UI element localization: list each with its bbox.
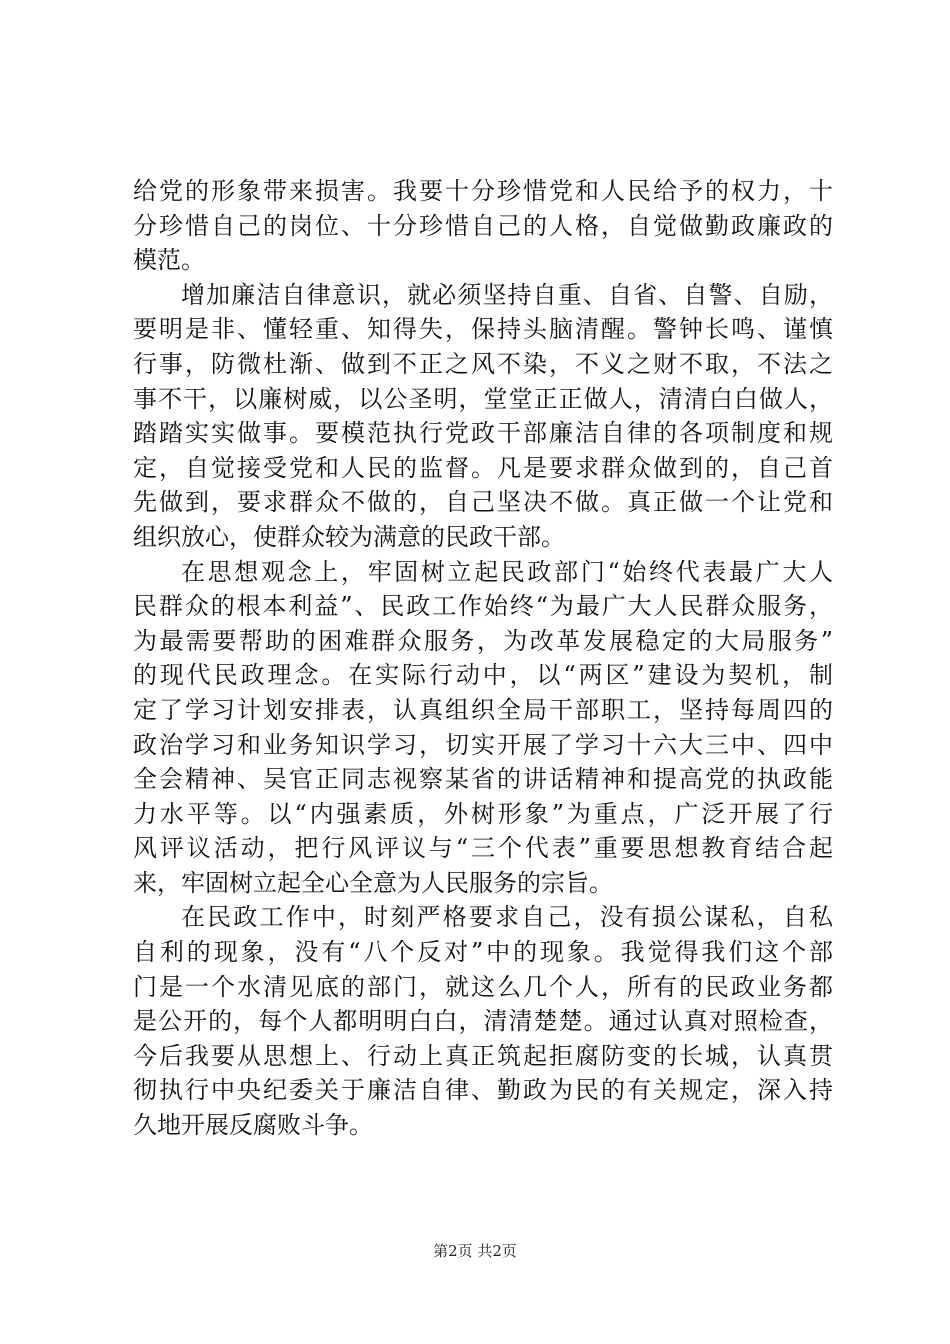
text-line: 久地开展反腐败斗争。 (133, 1111, 373, 1140)
text-line: 来，牢固树立起全心全意为人民服务的宗旨。 (133, 868, 613, 897)
text-line: 模范。 (133, 246, 205, 275)
text-line: 定了学习计划安排表，认真组织全局干部职工，坚持每周四的 (133, 695, 833, 724)
text-line: 在思想观念上，牢固树立起民政部门“始终代表最广大人 (181, 557, 833, 586)
text-line: 门是一个水清见底的部门，就这么几个人，所有的民政业务都 (133, 972, 833, 1001)
document-body (133, 174, 833, 1143)
text-line: 分珍惜自己的岗位、十分珍惜自己的人格，自觉做勤政廉政的 (133, 211, 833, 240)
text-line: 要明是非、懂轻重、知得失，保持头脑清醒。警钟长鸣、谨慎 (133, 315, 833, 344)
text-line: 事不干，以廉树威，以公圣明，堂堂正正做人，清清白白做人， (133, 384, 833, 413)
text-line: 政治学习和业务知识学习，切实开展了学习十六大三中、四中 (133, 730, 833, 759)
text-line: 力水平等。以“内强素质，外树形象”为重点，广泛开展了行 (133, 799, 833, 828)
text-line: 给党的形象带来损害。我要十分珍惜党和人民给予的权力，十 (133, 177, 833, 205)
text-line: 今后我要从思想上、行动上真正筑起拒腐防变的长城，认真贯 (133, 1041, 833, 1070)
text-line: 增加廉洁自律意识，就必须坚持自重、自省、自警、自励， (181, 280, 833, 309)
text-line: 的现代民政理念。在实际行动中，以“两区”建设为契机，制 (133, 661, 833, 690)
text-line: 为最需要帮助的困难群众服务，为改革发展稳定的大局服务” (133, 626, 833, 655)
text-line: 组织放心，使群众较为满意的民政干部。 (133, 522, 565, 551)
text-line: 全会精神、吴官正同志视察某省的讲话精神和提高党的执政能 (133, 765, 833, 794)
text-line: 彻执行中央纪委关于廉洁自律、勤政为民的有关规定，深入持 (133, 1076, 833, 1105)
text-line: 先做到，要求群众不做的，自己坚决不做。真正做一个让党和 (133, 488, 833, 517)
text-line: 是公开的，每个人都明明白白，清清楚楚。通过认真对照检查， (133, 1007, 833, 1036)
text-line: 民群众的根本利益”、民政工作始终“为最广大人民群众服务， (133, 592, 833, 621)
text-line: 在民政工作中，时刻严格要求自己，没有损公谋私，自私 (181, 903, 833, 932)
text-line: 行事，防微杜渐、做到不正之风不染，不义之财不取，不法之 (133, 349, 833, 378)
text-line: 自利的现象，没有“八个反对”中的现象。我觉得我们这个部 (133, 938, 833, 967)
text-line: 定，自觉接受党和人民的监督。凡是要求群众做到的，自己首 (133, 453, 833, 482)
text-line: 风评议活动，把行风评议与“三个代表”重要思想教育结合起 (133, 834, 833, 863)
page-number-footer: 第2页 共2页 (433, 1242, 517, 1260)
text-line: 踏踏实实做事。要模范执行党政干部廉洁自律的各项制度和规 (133, 419, 833, 448)
